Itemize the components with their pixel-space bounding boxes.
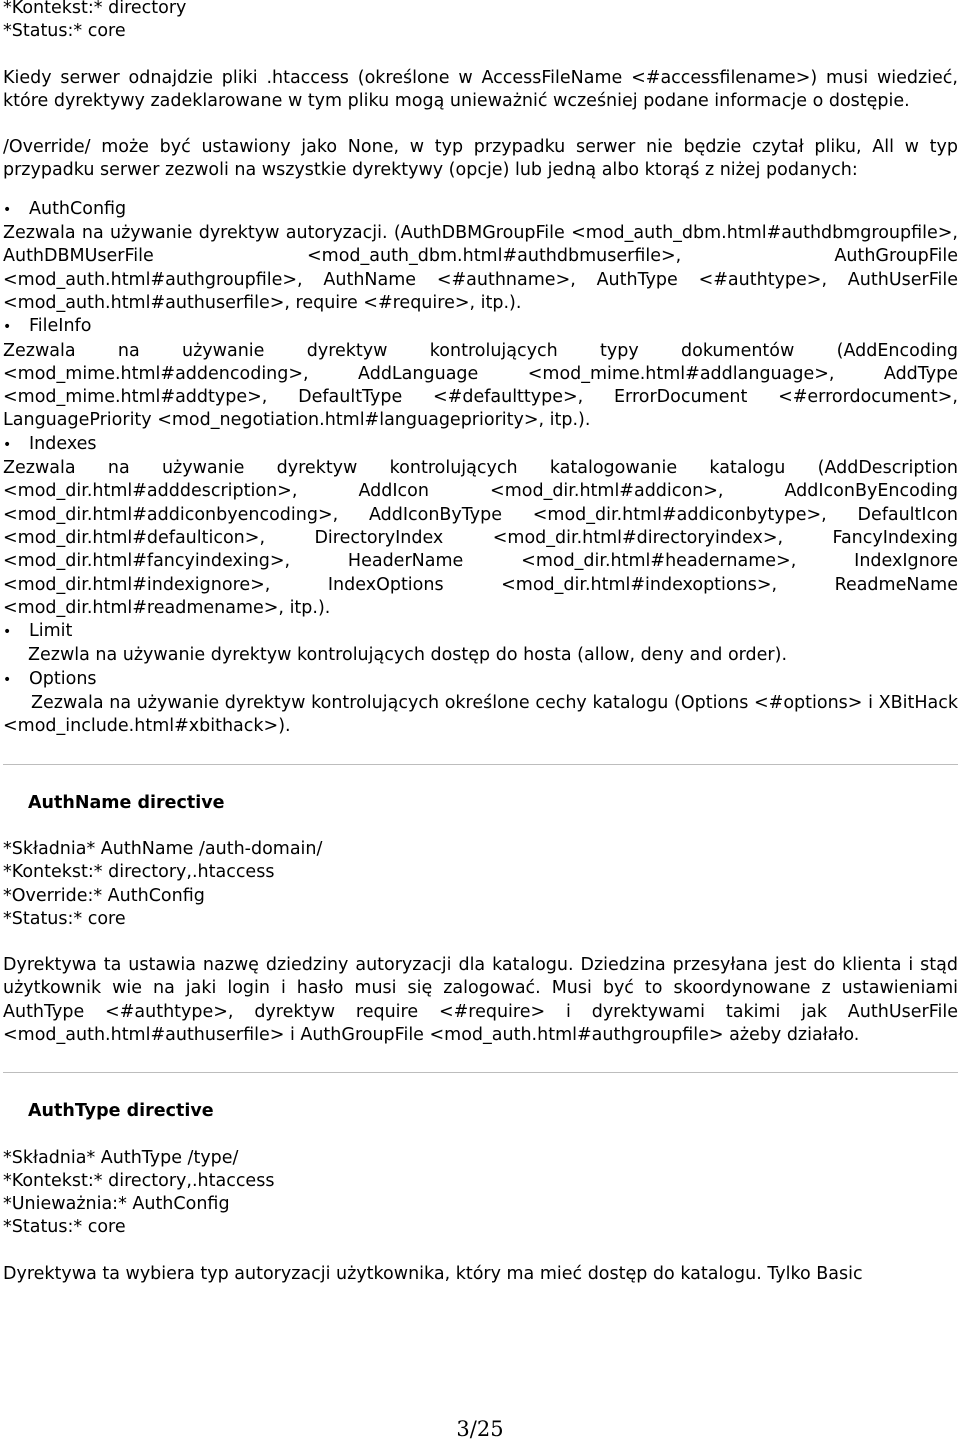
option-name: Options xyxy=(29,668,97,689)
option-description: Zezwala na używanie dyrektyw autoryzacji. (AuthDBMGroupFile <mod_auth_dbm.html#authdbmgroupfile>, AuthDBMUserFile <mod_auth_dbm.html#authdbmuserfile>, AuthGroupFile <mod_auth.html#authgroupfile>, AuthName <#authname>, AuthType <#authtype>, AuthUserFile <mod_auth.html#authuserfile>, require <#require>, itp.). xyxy=(3,223,958,313)
meta-line: *Status:* core xyxy=(3,908,126,929)
meta-line: *Składnia* AuthType /type/ xyxy=(3,1147,239,1168)
list-item xyxy=(3,620,958,644)
option-description: Zezwla na używanie dyrektyw kontrolujących dostęp do hosta (allow, deny and order). xyxy=(28,645,788,666)
spacer xyxy=(3,1240,958,1263)
meta-line: *Kontekst:* directory,.htaccess xyxy=(3,1170,275,1191)
meta-line: *Status:* core xyxy=(3,1217,126,1238)
spacer xyxy=(3,815,958,838)
spacer xyxy=(3,44,958,67)
page-current: 3 xyxy=(456,1417,470,1441)
spacer xyxy=(3,739,958,764)
intro-paragraph: Kiedy serwer odnajdzie pliki .htaccess (określone w AccessFileName <#accessfilename>) musi wiedzieć, które dyrektywy zadeklarowane w tym pliku mogą unieważnić wcześniej podane informacje o dostępie. xyxy=(3,67,958,111)
spacer xyxy=(3,113,958,136)
bullet-icon: • xyxy=(3,671,12,688)
option-name: Limit xyxy=(29,621,73,642)
list-item xyxy=(3,433,958,457)
document-page xyxy=(3,0,958,1286)
option-description: Zezwala na używanie dyrektyw kontrolujących określone cechy katalogu (Options <#options> i XBitHack <mod_include.html#xbithack>). xyxy=(3,693,958,737)
bullet-icon: • xyxy=(3,624,12,641)
page-number xyxy=(0,1416,960,1442)
section-heading: AuthType directive xyxy=(28,1101,214,1122)
option-name: AuthConfig xyxy=(29,198,127,219)
meta-line: *Unieważnia:* AuthConfig xyxy=(3,1194,230,1215)
meta-line: *Override:* AuthConfig xyxy=(3,885,205,906)
meta-line: *Kontekst:* directory xyxy=(3,0,187,18)
override-paragraph: /Override/ może być ustawiony jako None, w typ przypadku serwer nie będzie czytał pliku, All w typ przypadku serwer zezwoli na wszystkie dyrektywy (opcje) lub jedną albo ktorąś z niżej podanych: xyxy=(3,137,958,181)
spacer xyxy=(3,765,958,792)
section-body: Dyrektywa ta ustawia nazwę dziedziny autoryzacji dla katalogu. Dziedzina przesyłana jest do klienta i stąd użytkownik wie na jaki login i hasło musi się zalogować. Musi być to skoordynowane z ustawieniami AuthType <#authtype>, dyrektyw require <#require> i dyrektywami takimi jak AuthUserFile <mod_auth.html#authuserfile> i AuthGroupFile <mod_auth.html#authgroupfile> ażeby działało. xyxy=(3,955,958,1045)
page-total: 25 xyxy=(476,1417,504,1441)
spacer xyxy=(3,1124,958,1147)
option-name: Indexes xyxy=(29,433,97,454)
list-item xyxy=(3,315,958,339)
page-separator: / xyxy=(469,1417,477,1441)
option-description: Zezwala na używanie dyrektyw kontrolujących katalogowanie katalogu (AddDescription <mod_dir.html#adddescription>, AddIcon <mod_dir.html#addicon>, AddIconByEncoding <mod_dir.html#addiconbyencoding>, AddIconByType <mod_dir.html#addiconbytype>, DefaultIcon <mod_dir.html#defaulticon>, DirectoryIndex <mod_dir.html#directoryindex>, FancyIndexing <mod_dir.html#fancyindexing>, HeaderName <mod_dir.html#headername>, IndexIgnore <mod_dir.html#indexignore>, IndexOptions <mod_dir.html#indexoptions>, ReadmeName <mod_dir.html#readmename>, itp.). xyxy=(3,458,958,618)
meta-line: *Status:* core xyxy=(3,21,126,42)
section-heading: AuthName directive xyxy=(28,792,225,813)
section-body: Dyrektywa ta wybiera typ autoryzacji użytkownika, który ma mieć dostęp do katalogu. Tylko Basic xyxy=(3,1263,863,1284)
meta-line: *Kontekst:* directory,.htaccess xyxy=(3,862,275,883)
option-name: FileInfo xyxy=(29,316,92,337)
spacer xyxy=(3,183,958,198)
list-item xyxy=(3,668,958,692)
list-item xyxy=(3,198,958,222)
meta-line: *Składnia* AuthName /auth-domain/ xyxy=(3,838,323,859)
bullet-icon: • xyxy=(3,436,12,453)
option-description: Zezwala na używanie dyrektyw kontrolujących typy dokumentów (AddEncoding <mod_mime.html#addencoding>, AddLanguage <mod_mime.html#addlanguage>, AddType <mod_mime.html#addtype>, DefaultType <#defaulttype>, ErrorDocument <#errordocument>, LanguagePriority <mod_negotiation.html#languagepriority>, itp.). xyxy=(3,340,958,431)
bullet-icon: • xyxy=(3,201,12,218)
spacer xyxy=(3,1073,958,1100)
spacer xyxy=(3,931,958,954)
bullet-icon: • xyxy=(3,319,12,336)
spacer xyxy=(3,1047,958,1072)
